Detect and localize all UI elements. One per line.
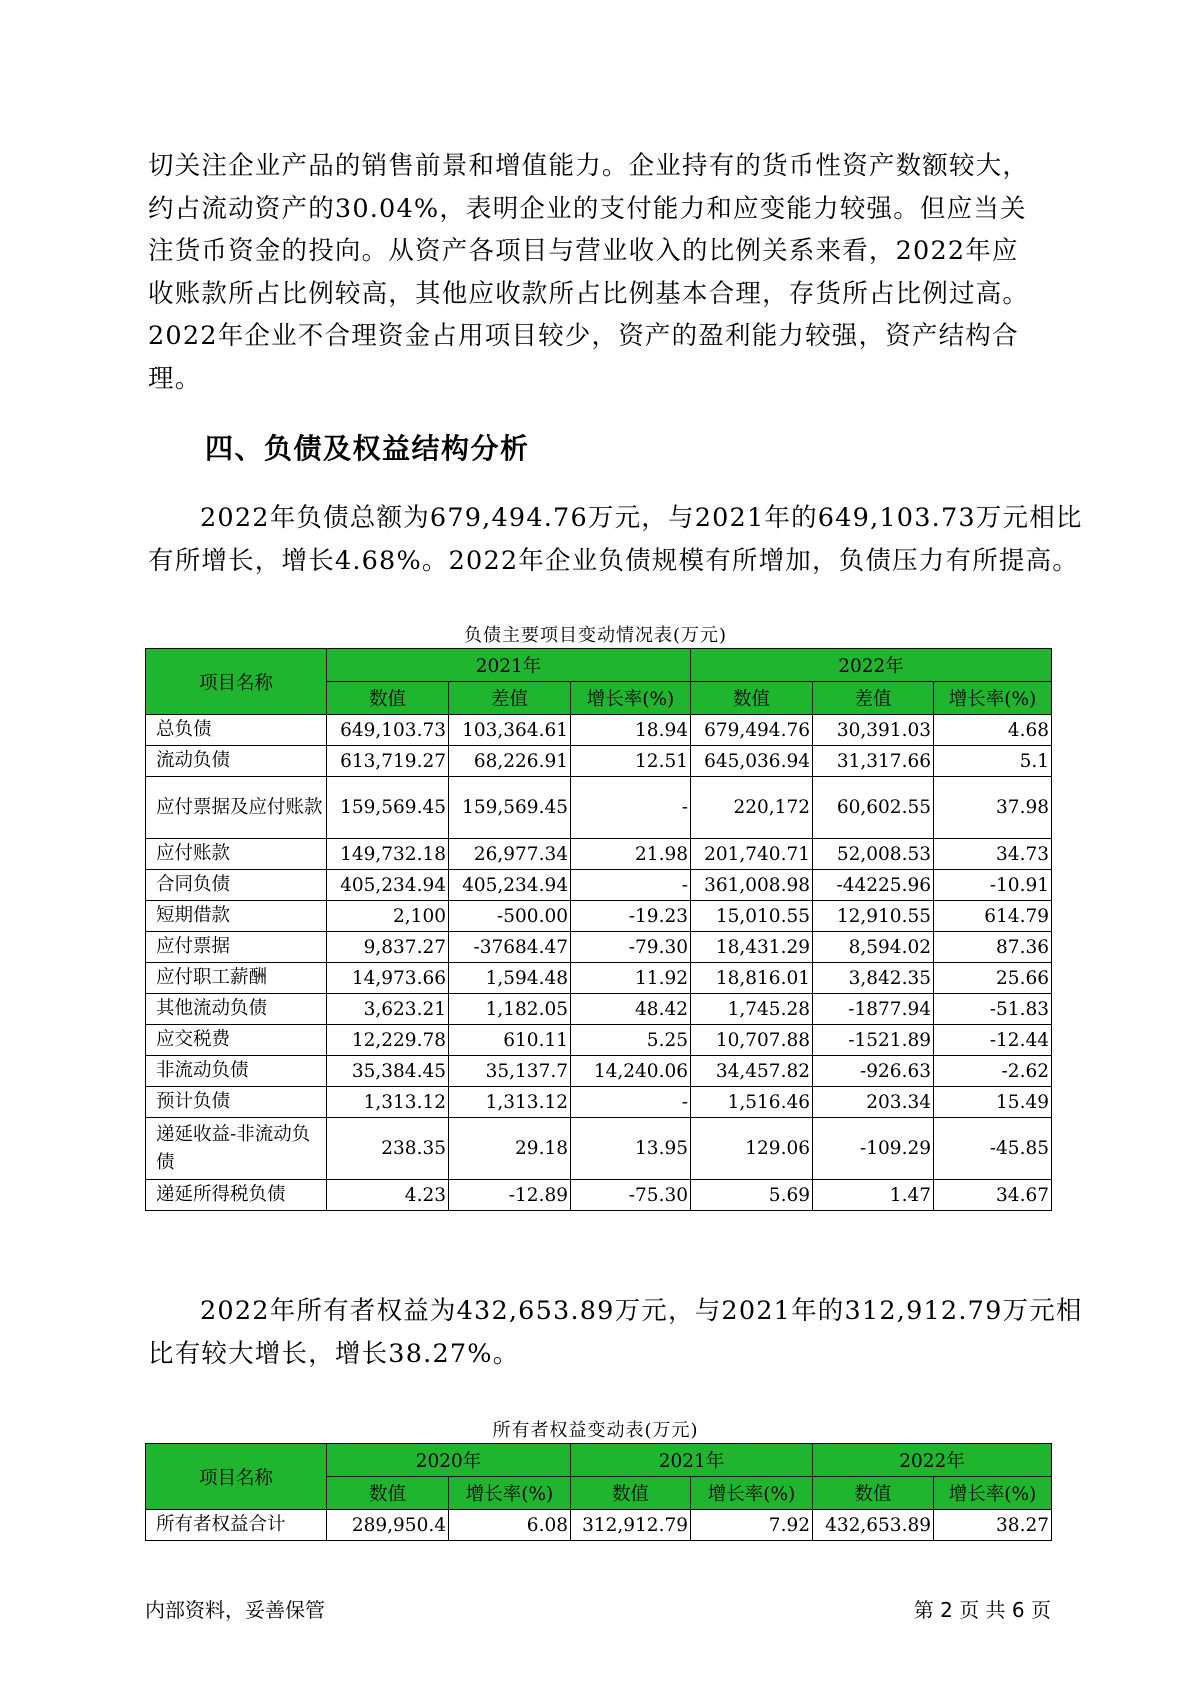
- table-cell: 610.11: [449, 1025, 571, 1056]
- column-header-item-name: 项目名称: [146, 649, 327, 715]
- table-cell: 312,912.79: [571, 1510, 691, 1541]
- equity-paragraph: [148, 1290, 1083, 1375]
- table-cell: 1,745.28: [691, 994, 813, 1025]
- row-label: 非流动负债: [146, 1056, 327, 1087]
- table-cell: 10,707.88: [691, 1025, 813, 1056]
- column-header: 数值: [813, 1477, 934, 1510]
- table-row: [146, 901, 1052, 932]
- table-cell: 87.36: [934, 932, 1052, 963]
- table-cell: 1,594.48: [449, 963, 571, 994]
- table-cell: 21.98: [571, 839, 691, 870]
- section-heading: 四、负债及权益结构分析: [205, 432, 530, 465]
- row-label: 流动负债: [146, 746, 327, 777]
- table-cell: 201,740.71: [691, 839, 813, 870]
- table-cell: 361,008.98: [691, 870, 813, 901]
- intro-line: 理。: [148, 363, 202, 394]
- table-cell: 18.94: [571, 715, 691, 746]
- footer-page-number: 第 2 页 共 6 页: [913, 1598, 1051, 1622]
- year-header: 2022年: [813, 1444, 1052, 1477]
- year-header: 2021年: [571, 1444, 813, 1477]
- table-cell: 15,010.55: [691, 901, 813, 932]
- table-cell: 35,384.45: [327, 1056, 449, 1087]
- table-cell: 4.23: [327, 1180, 449, 1211]
- table-cell: -12.89: [449, 1180, 571, 1211]
- table-cell: 34,457.82: [691, 1056, 813, 1087]
- table-cell: 238.35: [327, 1118, 449, 1180]
- row-label: 递延收益-非流动负债: [146, 1118, 327, 1180]
- table-cell: 159,569.45: [327, 777, 449, 839]
- row-label: 总负债: [146, 715, 327, 746]
- intro-line: 切关注企业产品的销售前景和增值能力。企业持有的货币性资产数额较大，: [148, 151, 1030, 181]
- table-cell: -75.30: [571, 1180, 691, 1211]
- table-cell: 7.92: [691, 1510, 813, 1541]
- row-label: 所有者权益合计: [146, 1510, 327, 1541]
- table-cell: 11.92: [571, 963, 691, 994]
- row-label: 合同负债: [146, 870, 327, 901]
- year-header: 2021年: [327, 649, 691, 682]
- column-header: 数值: [327, 1477, 449, 1510]
- table-cell: -: [571, 870, 691, 901]
- table-cell: 12,229.78: [327, 1025, 449, 1056]
- table-cell: 1,516.46: [691, 1087, 813, 1118]
- table-cell: 5.25: [571, 1025, 691, 1056]
- table-cell: 2,100: [327, 901, 449, 932]
- table-cell: -12.44: [934, 1025, 1052, 1056]
- table-cell: 432,653.89: [813, 1510, 934, 1541]
- table-cell: -2.62: [934, 1056, 1052, 1087]
- table-cell: 68,226.91: [449, 746, 571, 777]
- table-cell: -44225.96: [813, 870, 934, 901]
- table-cell: 405,234.94: [327, 870, 449, 901]
- table-cell: 220,172: [691, 777, 813, 839]
- table-row: [146, 1025, 1052, 1056]
- table-cell: -51.83: [934, 994, 1052, 1025]
- table-cell: -45.85: [934, 1118, 1052, 1180]
- table-cell: 52,008.53: [813, 839, 934, 870]
- table-row: [146, 963, 1052, 994]
- table-cell: 13.95: [571, 1118, 691, 1180]
- row-label: 预计负债: [146, 1087, 327, 1118]
- table-cell: 8,594.02: [813, 932, 934, 963]
- table-cell: 1,313.12: [327, 1087, 449, 1118]
- column-header: 差值: [813, 682, 934, 715]
- intro-line: 注货币资金的投向。从资产各项目与营业收入的比例关系来看，2022年应: [148, 236, 1019, 266]
- table-cell: 405,234.94: [449, 870, 571, 901]
- table-cell: 18,816.01: [691, 963, 813, 994]
- table-row: [146, 1118, 1052, 1180]
- table-cell: 4.68: [934, 715, 1052, 746]
- table-cell: 35,137.7: [449, 1056, 571, 1087]
- table-cell: 289,950.4: [327, 1510, 449, 1541]
- column-header: 增长率(%): [934, 1477, 1052, 1510]
- row-label: 应付票据: [146, 932, 327, 963]
- table-cell: 1.47: [813, 1180, 934, 1211]
- table-cell: 12.51: [571, 746, 691, 777]
- table-cell: 1,313.12: [449, 1087, 571, 1118]
- table-cell: 5.1: [934, 746, 1052, 777]
- intro-line: 2022年企业不合理资金占用项目较少，资产的盈利能力较强，资产结构合: [148, 321, 1019, 351]
- table-cell: -19.23: [571, 901, 691, 932]
- table-cell: 149,732.18: [327, 839, 449, 870]
- table-row: [146, 1087, 1052, 1118]
- table-cell: 25.66: [934, 963, 1052, 994]
- table-row: [146, 1056, 1052, 1087]
- table-cell: -500.00: [449, 901, 571, 932]
- table-row: [146, 870, 1052, 901]
- table-cell: 14,240.06: [571, 1056, 691, 1087]
- table-row: [146, 839, 1052, 870]
- table-cell: 5.69: [691, 1180, 813, 1211]
- column-header: 数值: [571, 1477, 691, 1510]
- table-cell: 12,910.55: [813, 901, 934, 932]
- table-cell: -37684.47: [449, 932, 571, 963]
- table-cell: 9,837.27: [327, 932, 449, 963]
- column-header: 数值: [327, 682, 449, 715]
- liability-table-caption: 负债主要项目变动情况表(万元): [463, 625, 728, 646]
- table-cell: 645,036.94: [691, 746, 813, 777]
- table-cell: 6.08: [449, 1510, 571, 1541]
- table-cell: 649,103.73: [327, 715, 449, 746]
- equity-table-body: [146, 1510, 1052, 1541]
- row-label: 短期借款: [146, 901, 327, 932]
- footer-confidential-note: 内部资料，妥善保管: [145, 1598, 325, 1622]
- table-cell: 34.67: [934, 1180, 1052, 1211]
- intro-paragraph: [148, 145, 1048, 400]
- table-cell: 614.79: [934, 901, 1052, 932]
- equity-line: 2022年所有者权益为432,653.89万元，与2021年的312,912.79万元相: [200, 1296, 1083, 1326]
- column-header: 数值: [691, 682, 813, 715]
- table-cell: -79.30: [571, 932, 691, 963]
- table-row: [146, 715, 1052, 746]
- table-cell: 37.98: [934, 777, 1052, 839]
- liability-line: 有所增长，增长4.68%。2022年企业负债规模有所增加，负债压力有所提高。: [148, 545, 1080, 576]
- table-cell: 48.42: [571, 994, 691, 1025]
- table-cell: -926.63: [813, 1056, 934, 1087]
- table-cell: 159,569.45: [449, 777, 571, 839]
- equity-line: 比有较大增长，增长38.27%。: [148, 1338, 520, 1369]
- table-row: [146, 994, 1052, 1025]
- table-cell: 203.34: [813, 1087, 934, 1118]
- column-header: 增长率(%): [691, 1477, 813, 1510]
- column-header: 差值: [449, 682, 571, 715]
- table-row: [146, 1180, 1052, 1211]
- table-cell: 3,623.21: [327, 994, 449, 1025]
- liability-table-body: [146, 715, 1052, 1211]
- table-cell: 34.73: [934, 839, 1052, 870]
- table-cell: 14,973.66: [327, 963, 449, 994]
- table-cell: 15.49: [934, 1087, 1052, 1118]
- table-row: [146, 932, 1052, 963]
- table-cell: 613,719.27: [327, 746, 449, 777]
- column-header: 增长率(%): [449, 1477, 571, 1510]
- column-header: 增长率(%): [571, 682, 691, 715]
- table-cell: 129.06: [691, 1118, 813, 1180]
- table-row: [146, 777, 1052, 839]
- equity-table: [145, 1443, 1052, 1541]
- table-cell: -: [571, 1087, 691, 1118]
- intro-line: 约占流动资产的30.04%，表明企业的支付能力和应变能力较强。但应当关: [148, 193, 1027, 224]
- row-label: 应付职工薪酬: [146, 963, 327, 994]
- liability-table: [145, 648, 1052, 1211]
- table-cell: 30,391.03: [813, 715, 934, 746]
- equity-table-caption: 所有者权益变动表(万元): [492, 1420, 699, 1441]
- table-cell: -10.91: [934, 870, 1052, 901]
- table-cell: -: [571, 777, 691, 839]
- table-cell: -109.29: [813, 1118, 934, 1180]
- liability-paragraph: [148, 497, 1083, 582]
- table-cell: -1877.94: [813, 994, 934, 1025]
- year-header: 2022年: [691, 649, 1052, 682]
- table-cell: 103,364.61: [449, 715, 571, 746]
- table-row: [146, 1510, 1052, 1541]
- table-cell: 1,182.05: [449, 994, 571, 1025]
- row-label: 递延所得税负债: [146, 1180, 327, 1211]
- table-cell: 679,494.76: [691, 715, 813, 746]
- table-cell: 26,977.34: [449, 839, 571, 870]
- table-cell: -1521.89: [813, 1025, 934, 1056]
- liability-line: 2022年负债总额为679,494.76万元，与2021年的649,103.73万元相比: [200, 503, 1083, 533]
- column-header: 增长率(%): [934, 682, 1052, 715]
- column-header-item-name: 项目名称: [146, 1444, 327, 1510]
- table-cell: 60,602.55: [813, 777, 934, 839]
- year-header: 2020年: [327, 1444, 571, 1477]
- table-cell: 29.18: [449, 1118, 571, 1180]
- intro-line: 收账款所占比例较高，其他应收款所占比例基本合理，存货所占比例过高。: [148, 278, 1030, 309]
- row-label: 应付票据及应付账款: [146, 777, 327, 839]
- table-cell: 38.27: [934, 1510, 1052, 1541]
- table-row: [146, 746, 1052, 777]
- row-label: 应付账款: [146, 839, 327, 870]
- table-cell: 18,431.29: [691, 932, 813, 963]
- table-cell: 31,317.66: [813, 746, 934, 777]
- table-cell: 3,842.35: [813, 963, 934, 994]
- row-label: 应交税费: [146, 1025, 327, 1056]
- row-label: 其他流动负债: [146, 994, 327, 1025]
